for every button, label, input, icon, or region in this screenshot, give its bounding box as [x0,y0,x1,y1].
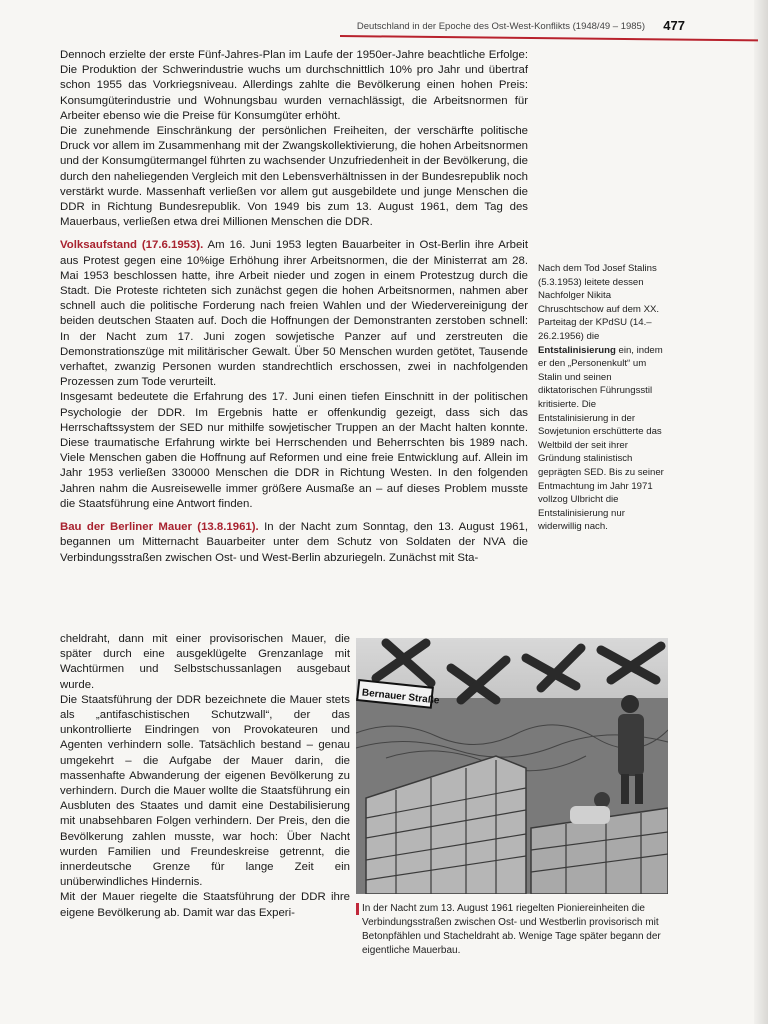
paragraph-dissatisfaction: Die zunehmende Einschränkung der persönlichen Freiheiten, der verschärfte politische Druck vor allem im Zusammenhang mit der Zwangskollektivierung, die hohen Arbeitsnormen und der Konsumgütermangel führten zu wachsender Unzufriedenheit in der Bevölkerung, die durch den naheliegenden Vergleich mit den Lebensverhältnissen in der Bundesrepublik noch verstärkt wurde. Massenhaft verließen vor allem gut ausgebildete und junge Menschen die DDR in Richtung Bundesrepublik. Von 1949 bis zum 13. August 1961, dem Tag des Mauerbaus, verließen etwa drei Millionen Menschen die DDR. [60,125,528,229]
paragraph-protective-wall: Die Staatsführung der DDR bezeichnete die Mauer stets als „antifaschistischen Schutzwall“, der das unkontrollierte Eindringen von Provokateuren und Agenten verhindern solle. Tatsächlich bestand – genau umgekehrt – die Aufgabe der Mauer darin, die massenhafte Abwanderung der eigenen Bevölkerung zu verhindern. Durch die Mauer wollte die Staatsführung ein Ausbluten des Staates und damit eine Destabilisierung mit unabsehbaren Folgen verhindern. Der Preis, den die Bevölkerung zahlen musste, war hoch: Über Nacht wurden Familien und Freundeskreise getrennt, die innerdeutsche Grenze für lange Zeit ein unüberwindliches Hindernis. [60,693,350,889]
margin-note-destalinization [538,262,666,534]
paragraph-five-year-plan: Dennoch erzielte der erste Fünf-Jahres-Plan im Laufe der 1950er-Jahre beachtliche Erfolge: Die Produktion der Schwerindustrie wuchs um durchschnittlich 10% pro Jahr und übertraf schon 1955 das Vorkriegsniveau. Allerdings zahlte die Bevölkerung einen hohen Preis: Konsumgüterindustrie und Wohnungsbau wurden vernachlässigt, die Arbeitsnormen für Arbeiter ebenso wie die Preise für Konsumgüter erhöht. [60,49,528,122]
photo-caption: In der Nacht zum 13. August 1961 riegelten Pioniereinheiten die Verbindungsstraßen zwischen Ost- und Westberlin provisorisch mit Betonpfählen und Stacheldraht ab. Wenige Tage später begann der eigentliche Mauerbau. [362,903,661,956]
paragraph-experiment: Mit der Mauer riegelte die Staatsführung der DDR ihre eigene Bevölkerung ab. Damit war das Experi- [60,891,350,919]
lower-column [60,632,350,921]
margin-note-text-b: ein, indem er den „Personenkult“ um Stalin und seinen diktatorischen Führungsstil kritisierte. Die Entstalinisierung in der Sowjetunion erschütterte das Weltbild der seit ihrer Gründung stalinistisch geprägten SED. Bis zu seiner Entmachtung im Jahr 1971 vollzog Ulbricht die Entstalinisierung nur widerwillig nach. [538,344,664,533]
heading-uprising: Volksaufstand (17.6.1953). [60,239,204,252]
main-column [60,48,528,566]
heading-wall: Bau der Berliner Mauer (13.8.1961). [60,521,259,534]
paragraph-wall [60,520,528,566]
paragraph-wall-text: In der Nacht zum Sonntag, den 13. August 1961, begannen um Mitternacht Bauarbeiter unter dem Schutz von Soldaten der NVA die Verbindungsstraßen zwischen Ost- und West-Berlin abzuriegeln. Zunächst mit Sta- [60,521,528,564]
paragraph-uprising-text: Am 16. Juni 1953 legten Bauarbeiter in Ost-Berlin ihre Arbeit aus Protest gegen eine 10%ige Erhöhung ihrer Arbeitsnormen, die der Ministerrat am 28. Mai 1953 beschlossen hatte, ihre Arbeit nieder und zogen in einem Protestzug durch die Stadt. Die Proteste richteten sich zunächst gegen die hohen Arbeitsnormen, nahmen aber schnell auch die politische Forderung nach freien Wahlen und der Wiedervereinigung der beiden deutschen Staaten auf. Doch die Hoffnungen der Demonstranten zerstoben schnell: In der Nacht zum 17. Juni zogen sowjetische Panzer auf und zerstreuten die Demonstrationszüge mit militärischer Gewalt. Über 50 Menschen wurden getötet, Tausende verhaftet, zwanzig Personen wurden standrechtlich erschossen, zwei in nachfolgenden Prozessen zum Tode verurteilt. [60,239,528,389]
header-title: Deutschland in der Epoche des Ost-West-Konflikts (1948/49 – 1985) [356,21,645,32]
street-sign-text: Bernauer Straße [361,687,440,707]
margin-note-text-a: Nach dem Tod Josef Stalins (5.3.1953) leitete dessen Nachfolger Nikita Chruschtschow auf dem XX. Parteitag der KPdSU (14.–26.2.1956) die [538,263,660,342]
photo-image [356,638,668,894]
paragraph-wall-continued: cheldraht, dann mit einer provisorischen Mauer, die später durch eine ausgeklügelte Grenzanlage mit Wachtürmen und Selbstschussanlagen ausgebaut wurde. [60,633,350,691]
page-number: 477 [663,18,685,33]
margin-note-term: Entstalinisierung [538,344,616,356]
photo-berlin-wall-construction [356,638,668,894]
caption-marker [356,903,359,915]
paragraph-uprising [60,238,528,390]
paragraph-aftermath: Insgesamt bedeutete die Erfahrung des 17. Juni einen tiefen Einschnitt in der politischen Psychologie der DDR. Im Ergebnis hatte er offenkundig gezeigt, dass sich das Herrschaftssystem der SED nur mithilfe sowjetischer Truppen an der Macht halten konnte. Diese traumatische Erfahrung wirkte bei Herrschenden und Beherrschten bis 1989 nach. Viele Menschen gaben die Hoffnung auf Reformen und eine freie Entwicklung auf. Allein im Jahr 1953 verließen 330000 Menschen die DDR in Richtung Westen. In den folgenden Jahren nahm die Ausreisewelle immer größere Ausmaße an – auf dieses Problem musste die Staatsführung eine Antwort finden. [60,391,528,510]
page-edge-shadow [754,0,768,1024]
